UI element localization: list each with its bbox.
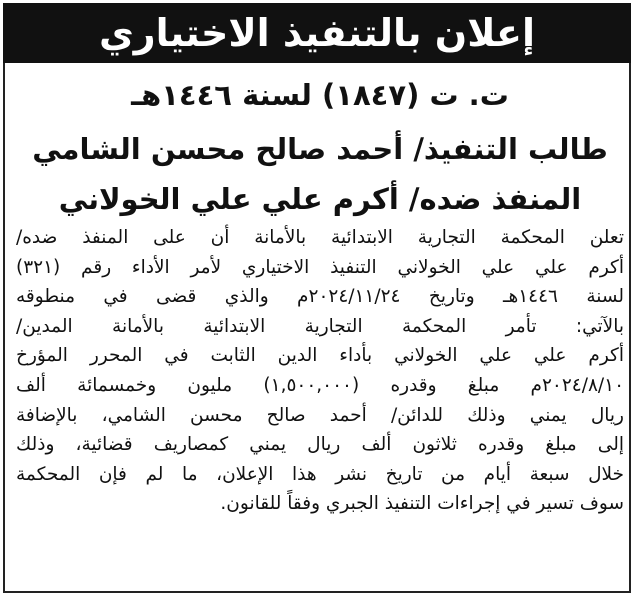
body-line: تعلن المحكمة التجارية الابتدائية بالأمانة أن على المنفذ ضده/ [16, 227, 624, 248]
body-line: أكرم علي علي الخولاني التنفيذ الاختياري لأمر الأداء رقم (٣٢١) [16, 256, 624, 278]
body-line: خلال سبعة أيام من تاريخ نشر هذا الإعلان، ما لم فإن المحكمة [16, 463, 624, 485]
notice-header-bar [3, 3, 631, 63]
body-line: أكرم علي علي الخولاني بأداء الدين الثابت في المحرر المؤرخ [16, 345, 624, 367]
body-line: سوف تسير في إجراءات التنفيذ الجبري وفقاً للقانون. [220, 493, 624, 515]
body-line: ريال يمني وذلك للدائن/ أحمد صالح محسن الشامي، بالإضافة [16, 404, 624, 426]
execution-debtor: المنفذ ضده/ أكرم علي علي الخولاني [58, 182, 582, 216]
body-line: إلى مبلغ وقدره ثلاثون ألف ريال يمني كمصاريف قضائية، وذلك [16, 434, 624, 456]
case-number: ت. ت (١٨٤٧) لسنة ١٤٤٦هـ [131, 78, 509, 112]
body-line: ٢٠٢٤/٨/١٠م مبلغ وقدره (١,٥٠٠,٠٠٠) مليون وخمسمائة ألف [16, 374, 624, 396]
notice-body [16, 223, 624, 519]
body-line: بالآتي: تأمر المحكمة التجارية الابتدائية بالأمانة المدين/ [16, 315, 624, 337]
execution-requester: طالب التنفيذ/ أحمد صالح محسن الشامي [32, 132, 608, 166]
body-line: لسنة ١٤٤٦هـ وتاريخ ٢٠٢٤/١١/٢٤م والذي قضى في منطوقه [16, 286, 624, 308]
notice-title: إعلان بالتنفيذ الاختياري [98, 11, 536, 55]
